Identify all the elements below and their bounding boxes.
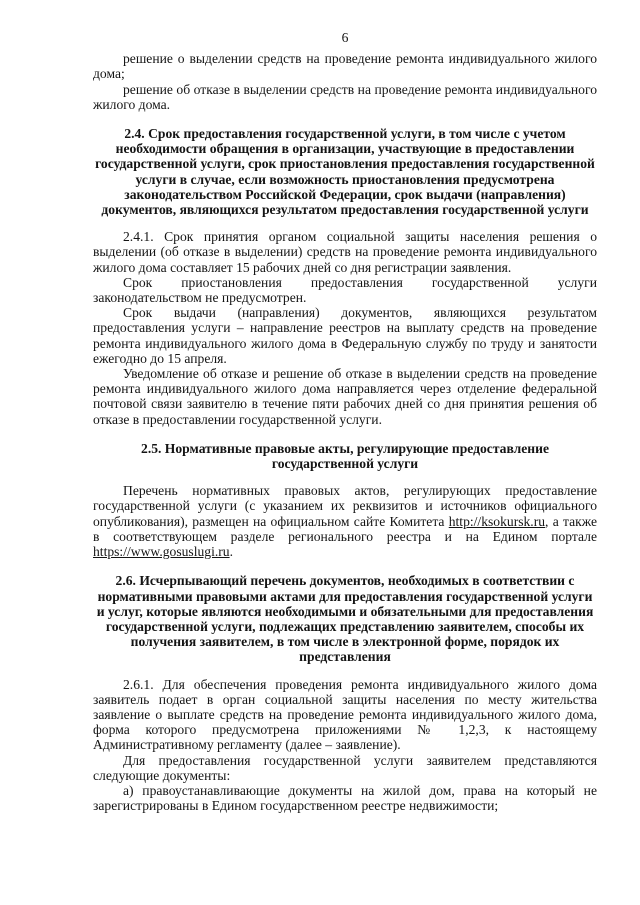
paragraph-decision-refusal: решение об отказе в выделении средств на проведение ремонта индивидуального жилого дома. [93, 81, 597, 112]
legal-acts-text-end: . [229, 544, 233, 560]
paragraph-suspension-term: Срок приостановления предоставления государственной услуги законодательством не предусмотрен. [93, 274, 597, 306]
gosuslugi-link[interactable]: https://www.gosuslugi.ru [93, 544, 230, 560]
list-item-a: а) правоустанавливающие документы на жилой дом, права на который не зарегистрированы в Едином государственном реестре недвижимости; [93, 782, 597, 814]
paragraph-2-6-1: 2.6.1. Для обеспечения проведения ремонта индивидуального жилого дома заявитель подает в орган социальной защиты населения по месту жительства заявление о выплате средств на проведение ремонта индивидуального жилого дома, форма которого предусмотрена приложениями № 1,2,3, к настоящему Административному регламенту (далее – заявление). [93, 676, 597, 753]
paragraph-decision-allocation: решение о выделении средств на проведение ремонта индивидуального жилого дома; [93, 51, 597, 82]
paragraph-issue-term: Срок выдачи (направления) документов, являющихся результатом предоставления услуги – направление реестров на выплату средств на проведение ремонта индивидуального жилого дома в Федеральную службу по труду и занятости ежегодно до 15 апреля. [93, 305, 597, 366]
legal-acts-text-start: Перечень нормативных правовых актов, регулирующих предоставление государственной услуги (с указанием их реквизитов и источников официального опубликования), размещен на официальном сайте Комитета [93, 483, 597, 529]
legal-acts-text-middle: , а также в соответствующем разделе регионального реестра и на Едином портале [93, 513, 597, 544]
paragraph-legal-acts [93, 483, 597, 559]
paragraph-2-4-1: 2.4.1. Срок принятия органом социальной защиты населения решения о выделении (об отказе в выделении) средств на проведение ремонта индивидуального жилого дома составляет 15 рабочих дней со дня регистрации заявления. [93, 229, 597, 275]
paragraph-documents-intro: Для предоставления государственной услуги заявителем представляются следующие документы: [93, 752, 597, 783]
section-2-6-heading: 2.6. Исчерпывающий перечень документов, необходимых в соответствии с нормативными правовыми актами для предоставления государственной услуги и услуг, которые являются необходимыми и обязательными для предоставления государственной услуги, подлежащих представлению заявителем, способы их получения заявителем, в том числе в электронной форме, порядок их представления [96, 573, 594, 665]
section-2-4-heading: 2.4. Срок предоставления государственной услуги, в том числе с учетом необходимости обращения в организации, участвующие в предоставлении государственной услуги, срок приостановления предоставления государственной услуги в случае, если возможность приостановления предусмотрена законодательством Российской Федерации, срок выдачи (направления) документов, являющихся результатом предоставления государственной услуги [95, 126, 595, 218]
document-page [93, 30, 597, 813]
page-number: 6 [341, 30, 349, 45]
ksokursk-link[interactable]: http://ksokursk.ru [448, 513, 546, 529]
paragraph-refusal-notice: Уведомление об отказе и решение об отказе в выделении средств на проведение ремонта индивидуального жилого дома направляется через отделение федеральной почтовой связи заявителю в течение пяти рабочих дней со дня принятия решения об отказе в предоставлении государственной услуги. [93, 366, 597, 427]
section-2-5-heading: 2.5. Нормативные правовые акты, регулирующие предоставление государственной услуги [141, 440, 549, 472]
